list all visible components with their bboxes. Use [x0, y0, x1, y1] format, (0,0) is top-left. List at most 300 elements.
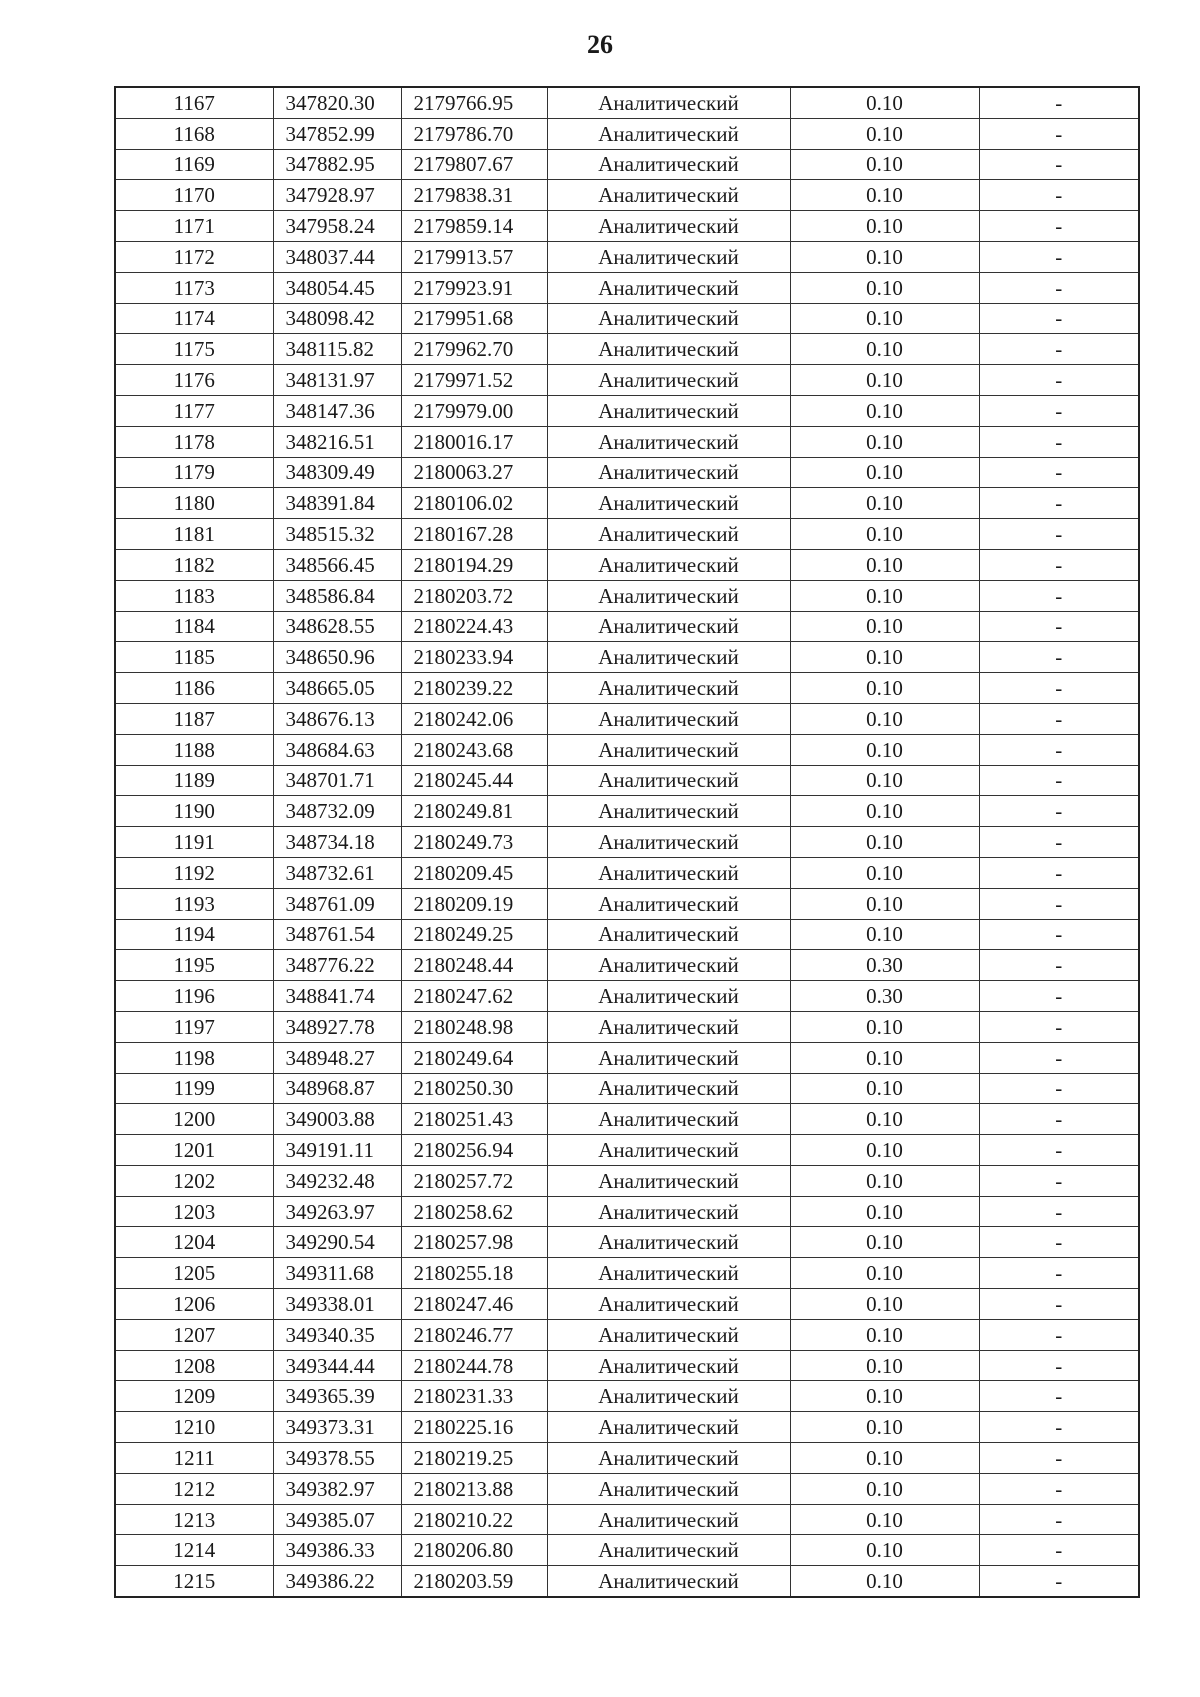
point-number-cell: 1186 [115, 673, 273, 704]
y-coordinate-cell: 2179979.00 [401, 395, 547, 426]
accuracy-cell: 0.10 [790, 1443, 979, 1474]
method-cell: Аналитический [547, 765, 790, 796]
accuracy-cell: 0.10 [790, 303, 979, 334]
note-cell: - [979, 857, 1139, 888]
method-cell: Аналитический [547, 1566, 790, 1597]
note-cell: - [979, 118, 1139, 149]
table-row [115, 1073, 1139, 1104]
method-cell: Аналитический [547, 519, 790, 550]
method-cell: Аналитический [547, 857, 790, 888]
x-coordinate-cell: 348037.44 [273, 241, 401, 272]
point-number-cell: 1211 [115, 1443, 273, 1474]
accuracy-cell: 0.10 [790, 1258, 979, 1289]
accuracy-cell: 0.10 [790, 734, 979, 765]
x-coordinate-cell: 348309.49 [273, 457, 401, 488]
note-cell: - [979, 1319, 1139, 1350]
table-row [115, 549, 1139, 580]
note-cell: - [979, 303, 1139, 334]
table-row [115, 118, 1139, 149]
x-coordinate-cell: 349311.68 [273, 1258, 401, 1289]
x-coordinate-cell: 347958.24 [273, 211, 401, 242]
table-row [115, 488, 1139, 519]
note-cell: - [979, 1412, 1139, 1443]
y-coordinate-cell: 2179971.52 [401, 365, 547, 396]
point-number-cell: 1179 [115, 457, 273, 488]
x-coordinate-cell: 349382.97 [273, 1473, 401, 1504]
table-row [115, 1412, 1139, 1443]
x-coordinate-cell: 349290.54 [273, 1227, 401, 1258]
accuracy-cell: 0.10 [790, 642, 979, 673]
accuracy-cell: 0.10 [790, 1042, 979, 1073]
note-cell: - [979, 334, 1139, 365]
x-coordinate-cell: 348684.63 [273, 734, 401, 765]
method-cell: Аналитический [547, 488, 790, 519]
table-row [115, 981, 1139, 1012]
y-coordinate-cell: 2180244.78 [401, 1350, 547, 1381]
point-number-cell: 1193 [115, 888, 273, 919]
accuracy-cell: 0.10 [790, 1073, 979, 1104]
accuracy-cell: 0.10 [790, 1504, 979, 1535]
y-coordinate-cell: 2180249.64 [401, 1042, 547, 1073]
y-coordinate-cell: 2179951.68 [401, 303, 547, 334]
note-cell: - [979, 1258, 1139, 1289]
point-number-cell: 1188 [115, 734, 273, 765]
table-row [115, 1227, 1139, 1258]
accuracy-cell: 0.10 [790, 1135, 979, 1166]
point-number-cell: 1203 [115, 1196, 273, 1227]
y-coordinate-cell: 2180224.43 [401, 611, 547, 642]
y-coordinate-cell: 2180233.94 [401, 642, 547, 673]
table-row [115, 642, 1139, 673]
coordinates-table-container [114, 86, 1140, 1598]
note-cell: - [979, 1073, 1139, 1104]
x-coordinate-cell: 349232.48 [273, 1165, 401, 1196]
table-row [115, 180, 1139, 211]
accuracy-cell: 0.10 [790, 549, 979, 580]
point-number-cell: 1207 [115, 1319, 273, 1350]
x-coordinate-cell: 349386.22 [273, 1566, 401, 1597]
table-row [115, 580, 1139, 611]
method-cell: Аналитический [547, 703, 790, 734]
point-number-cell: 1167 [115, 87, 273, 118]
y-coordinate-cell: 2179962.70 [401, 334, 547, 365]
method-cell: Аналитический [547, 241, 790, 272]
method-cell: Аналитический [547, 149, 790, 180]
table-row [115, 1473, 1139, 1504]
coordinates-table-body [115, 87, 1139, 1597]
y-coordinate-cell: 2180219.25 [401, 1443, 547, 1474]
point-number-cell: 1196 [115, 981, 273, 1012]
y-coordinate-cell: 2180203.59 [401, 1566, 547, 1597]
x-coordinate-cell: 348761.54 [273, 919, 401, 950]
point-number-cell: 1206 [115, 1289, 273, 1320]
table-row [115, 1258, 1139, 1289]
accuracy-cell: 0.10 [790, 765, 979, 796]
method-cell: Аналитический [547, 118, 790, 149]
x-coordinate-cell: 348676.13 [273, 703, 401, 734]
accuracy-cell: 0.10 [790, 1289, 979, 1320]
note-cell: - [979, 981, 1139, 1012]
y-coordinate-cell: 2180247.62 [401, 981, 547, 1012]
table-row [115, 1042, 1139, 1073]
accuracy-cell: 0.10 [790, 87, 979, 118]
point-number-cell: 1190 [115, 796, 273, 827]
accuracy-cell: 0.10 [790, 457, 979, 488]
note-cell: - [979, 1443, 1139, 1474]
point-number-cell: 1208 [115, 1350, 273, 1381]
method-cell: Аналитический [547, 272, 790, 303]
method-cell: Аналитический [547, 395, 790, 426]
method-cell: Аналитический [547, 1011, 790, 1042]
x-coordinate-cell: 349373.31 [273, 1412, 401, 1443]
y-coordinate-cell: 2179923.91 [401, 272, 547, 303]
x-coordinate-cell: 349365.39 [273, 1381, 401, 1412]
method-cell: Аналитический [547, 1196, 790, 1227]
accuracy-cell: 0.10 [790, 426, 979, 457]
method-cell: Аналитический [547, 1319, 790, 1350]
table-row [115, 426, 1139, 457]
x-coordinate-cell: 348968.87 [273, 1073, 401, 1104]
y-coordinate-cell: 2179838.31 [401, 180, 547, 211]
point-number-cell: 1189 [115, 765, 273, 796]
accuracy-cell: 0.10 [790, 796, 979, 827]
x-coordinate-cell: 349340.35 [273, 1319, 401, 1350]
x-coordinate-cell: 348927.78 [273, 1011, 401, 1042]
y-coordinate-cell: 2180016.17 [401, 426, 547, 457]
note-cell: - [979, 488, 1139, 519]
method-cell: Аналитический [547, 1289, 790, 1320]
method-cell: Аналитический [547, 1258, 790, 1289]
point-number-cell: 1209 [115, 1381, 273, 1412]
x-coordinate-cell: 349003.88 [273, 1104, 401, 1135]
table-row [115, 395, 1139, 426]
point-number-cell: 1212 [115, 1473, 273, 1504]
x-coordinate-cell: 348665.05 [273, 673, 401, 704]
table-row [115, 365, 1139, 396]
point-number-cell: 1197 [115, 1011, 273, 1042]
x-coordinate-cell: 348948.27 [273, 1042, 401, 1073]
accuracy-cell: 0.10 [790, 519, 979, 550]
method-cell: Аналитический [547, 87, 790, 118]
x-coordinate-cell: 348732.61 [273, 857, 401, 888]
x-coordinate-cell: 348391.84 [273, 488, 401, 519]
accuracy-cell: 0.10 [790, 395, 979, 426]
y-coordinate-cell: 2179766.95 [401, 87, 547, 118]
note-cell: - [979, 888, 1139, 919]
y-coordinate-cell: 2180209.19 [401, 888, 547, 919]
y-coordinate-cell: 2180248.98 [401, 1011, 547, 1042]
point-number-cell: 1215 [115, 1566, 273, 1597]
accuracy-cell: 0.10 [790, 919, 979, 950]
note-cell: - [979, 211, 1139, 242]
accuracy-cell: 0.10 [790, 1350, 979, 1381]
table-row [115, 950, 1139, 981]
table-row [115, 211, 1139, 242]
note-cell: - [979, 1566, 1139, 1597]
note-cell: - [979, 1011, 1139, 1042]
table-row [115, 303, 1139, 334]
note-cell: - [979, 1535, 1139, 1566]
table-row [115, 703, 1139, 734]
note-cell: - [979, 1165, 1139, 1196]
accuracy-cell: 0.10 [790, 1412, 979, 1443]
x-coordinate-cell: 347820.30 [273, 87, 401, 118]
x-coordinate-cell: 348650.96 [273, 642, 401, 673]
accuracy-cell: 0.10 [790, 365, 979, 396]
x-coordinate-cell: 348515.32 [273, 519, 401, 550]
method-cell: Аналитический [547, 1104, 790, 1135]
y-coordinate-cell: 2179786.70 [401, 118, 547, 149]
y-coordinate-cell: 2180250.30 [401, 1073, 547, 1104]
x-coordinate-cell: 349191.11 [273, 1135, 401, 1166]
table-row [115, 1289, 1139, 1320]
method-cell: Аналитический [547, 888, 790, 919]
note-cell: - [979, 149, 1139, 180]
table-row [115, 149, 1139, 180]
note-cell: - [979, 611, 1139, 642]
accuracy-cell: 0.10 [790, 580, 979, 611]
note-cell: - [979, 1227, 1139, 1258]
x-coordinate-cell: 349263.97 [273, 1196, 401, 1227]
x-coordinate-cell: 347852.99 [273, 118, 401, 149]
y-coordinate-cell: 2180257.98 [401, 1227, 547, 1258]
table-row [115, 673, 1139, 704]
x-coordinate-cell: 348566.45 [273, 549, 401, 580]
point-number-cell: 1168 [115, 118, 273, 149]
y-coordinate-cell: 2180256.94 [401, 1135, 547, 1166]
accuracy-cell: 0.30 [790, 981, 979, 1012]
accuracy-cell: 0.10 [790, 241, 979, 272]
accuracy-cell: 0.10 [790, 703, 979, 734]
accuracy-cell: 0.10 [790, 1011, 979, 1042]
point-number-cell: 1182 [115, 549, 273, 580]
accuracy-cell: 0.10 [790, 857, 979, 888]
y-coordinate-cell: 2180246.77 [401, 1319, 547, 1350]
table-row [115, 457, 1139, 488]
point-number-cell: 1171 [115, 211, 273, 242]
note-cell: - [979, 796, 1139, 827]
point-number-cell: 1198 [115, 1042, 273, 1073]
point-number-cell: 1194 [115, 919, 273, 950]
note-cell: - [979, 1381, 1139, 1412]
method-cell: Аналитический [547, 549, 790, 580]
note-cell: - [979, 673, 1139, 704]
note-cell: - [979, 1104, 1139, 1135]
x-coordinate-cell: 349386.33 [273, 1535, 401, 1566]
y-coordinate-cell: 2180257.72 [401, 1165, 547, 1196]
accuracy-cell: 0.10 [790, 488, 979, 519]
method-cell: Аналитический [547, 1165, 790, 1196]
y-coordinate-cell: 2180249.81 [401, 796, 547, 827]
point-number-cell: 1180 [115, 488, 273, 519]
method-cell: Аналитический [547, 827, 790, 858]
method-cell: Аналитический [547, 642, 790, 673]
y-coordinate-cell: 2180106.02 [401, 488, 547, 519]
method-cell: Аналитический [547, 1073, 790, 1104]
accuracy-cell: 0.10 [790, 611, 979, 642]
table-row [115, 241, 1139, 272]
table-row [115, 1381, 1139, 1412]
x-coordinate-cell: 348115.82 [273, 334, 401, 365]
point-number-cell: 1213 [115, 1504, 273, 1535]
y-coordinate-cell: 2180255.18 [401, 1258, 547, 1289]
table-row [115, 272, 1139, 303]
point-number-cell: 1191 [115, 827, 273, 858]
accuracy-cell: 0.10 [790, 673, 979, 704]
x-coordinate-cell: 348131.97 [273, 365, 401, 396]
note-cell: - [979, 642, 1139, 673]
method-cell: Аналитический [547, 1504, 790, 1535]
table-row [115, 827, 1139, 858]
y-coordinate-cell: 2180210.22 [401, 1504, 547, 1535]
y-coordinate-cell: 2180245.44 [401, 765, 547, 796]
note-cell: - [979, 365, 1139, 396]
x-coordinate-cell: 348776.22 [273, 950, 401, 981]
method-cell: Аналитический [547, 303, 790, 334]
y-coordinate-cell: 2180258.62 [401, 1196, 547, 1227]
x-coordinate-cell: 347928.97 [273, 180, 401, 211]
accuracy-cell: 0.10 [790, 1535, 979, 1566]
y-coordinate-cell: 2180247.46 [401, 1289, 547, 1320]
method-cell: Аналитический [547, 457, 790, 488]
method-cell: Аналитический [547, 734, 790, 765]
note-cell: - [979, 241, 1139, 272]
accuracy-cell: 0.10 [790, 211, 979, 242]
note-cell: - [979, 1504, 1139, 1535]
note-cell: - [979, 457, 1139, 488]
note-cell: - [979, 1289, 1139, 1320]
table-row [115, 888, 1139, 919]
note-cell: - [979, 87, 1139, 118]
method-cell: Аналитический [547, 950, 790, 981]
method-cell: Аналитический [547, 796, 790, 827]
method-cell: Аналитический [547, 919, 790, 950]
method-cell: Аналитический [547, 1535, 790, 1566]
y-coordinate-cell: 2180063.27 [401, 457, 547, 488]
method-cell: Аналитический [547, 611, 790, 642]
note-cell: - [979, 1196, 1139, 1227]
method-cell: Аналитический [547, 580, 790, 611]
table-row [115, 857, 1139, 888]
point-number-cell: 1195 [115, 950, 273, 981]
table-row [115, 87, 1139, 118]
note-cell: - [979, 272, 1139, 303]
x-coordinate-cell: 348216.51 [273, 426, 401, 457]
point-number-cell: 1183 [115, 580, 273, 611]
accuracy-cell: 0.10 [790, 149, 979, 180]
table-row [115, 1196, 1139, 1227]
accuracy-cell: 0.10 [790, 1104, 979, 1135]
x-coordinate-cell: 348841.74 [273, 981, 401, 1012]
method-cell: Аналитический [547, 180, 790, 211]
point-number-cell: 1205 [115, 1258, 273, 1289]
note-cell: - [979, 549, 1139, 580]
accuracy-cell: 0.10 [790, 827, 979, 858]
point-number-cell: 1199 [115, 1073, 273, 1104]
table-row [115, 1350, 1139, 1381]
method-cell: Аналитический [547, 1227, 790, 1258]
y-coordinate-cell: 2180203.72 [401, 580, 547, 611]
x-coordinate-cell: 348701.71 [273, 765, 401, 796]
table-row [115, 1504, 1139, 1535]
note-cell: - [979, 1042, 1139, 1073]
y-coordinate-cell: 2180248.44 [401, 950, 547, 981]
x-coordinate-cell: 348098.42 [273, 303, 401, 334]
table-row [115, 334, 1139, 365]
table-row [115, 1135, 1139, 1166]
accuracy-cell: 0.10 [790, 1196, 979, 1227]
note-cell: - [979, 734, 1139, 765]
accuracy-cell: 0.10 [790, 1473, 979, 1504]
point-number-cell: 1172 [115, 241, 273, 272]
x-coordinate-cell: 348732.09 [273, 796, 401, 827]
table-row [115, 1443, 1139, 1474]
method-cell: Аналитический [547, 426, 790, 457]
accuracy-cell: 0.10 [790, 1381, 979, 1412]
page-number: 26 [587, 30, 613, 59]
point-number-cell: 1214 [115, 1535, 273, 1566]
method-cell: Аналитический [547, 981, 790, 1012]
coordinates-table [114, 86, 1140, 1598]
note-cell: - [979, 919, 1139, 950]
note-cell: - [979, 180, 1139, 211]
y-coordinate-cell: 2180251.43 [401, 1104, 547, 1135]
point-number-cell: 1201 [115, 1135, 273, 1166]
point-number-cell: 1200 [115, 1104, 273, 1135]
table-row [115, 1011, 1139, 1042]
y-coordinate-cell: 2180249.25 [401, 919, 547, 950]
x-coordinate-cell: 349378.55 [273, 1443, 401, 1474]
accuracy-cell: 0.10 [790, 180, 979, 211]
method-cell: Аналитический [547, 1042, 790, 1073]
point-number-cell: 1173 [115, 272, 273, 303]
table-row [115, 919, 1139, 950]
point-number-cell: 1185 [115, 642, 273, 673]
x-coordinate-cell: 347882.95 [273, 149, 401, 180]
x-coordinate-cell: 348586.84 [273, 580, 401, 611]
table-row [115, 796, 1139, 827]
method-cell: Аналитический [547, 365, 790, 396]
point-number-cell: 1187 [115, 703, 273, 734]
accuracy-cell: 0.10 [790, 272, 979, 303]
point-number-cell: 1178 [115, 426, 273, 457]
method-cell: Аналитический [547, 1473, 790, 1504]
table-row [115, 1535, 1139, 1566]
accuracy-cell: 0.10 [790, 118, 979, 149]
accuracy-cell: 0.10 [790, 1319, 979, 1350]
method-cell: Аналитический [547, 1443, 790, 1474]
point-number-cell: 1170 [115, 180, 273, 211]
table-row [115, 765, 1139, 796]
accuracy-cell: 0.10 [790, 888, 979, 919]
y-coordinate-cell: 2180243.68 [401, 734, 547, 765]
y-coordinate-cell: 2180231.33 [401, 1381, 547, 1412]
point-number-cell: 1176 [115, 365, 273, 396]
x-coordinate-cell: 348054.45 [273, 272, 401, 303]
y-coordinate-cell: 2180194.29 [401, 549, 547, 580]
y-coordinate-cell: 2180206.80 [401, 1535, 547, 1566]
point-number-cell: 1169 [115, 149, 273, 180]
y-coordinate-cell: 2180249.73 [401, 827, 547, 858]
x-coordinate-cell: 348628.55 [273, 611, 401, 642]
x-coordinate-cell: 349338.01 [273, 1289, 401, 1320]
y-coordinate-cell: 2179859.14 [401, 211, 547, 242]
y-coordinate-cell: 2180239.22 [401, 673, 547, 704]
y-coordinate-cell: 2180213.88 [401, 1473, 547, 1504]
point-number-cell: 1204 [115, 1227, 273, 1258]
note-cell: - [979, 580, 1139, 611]
point-number-cell: 1184 [115, 611, 273, 642]
